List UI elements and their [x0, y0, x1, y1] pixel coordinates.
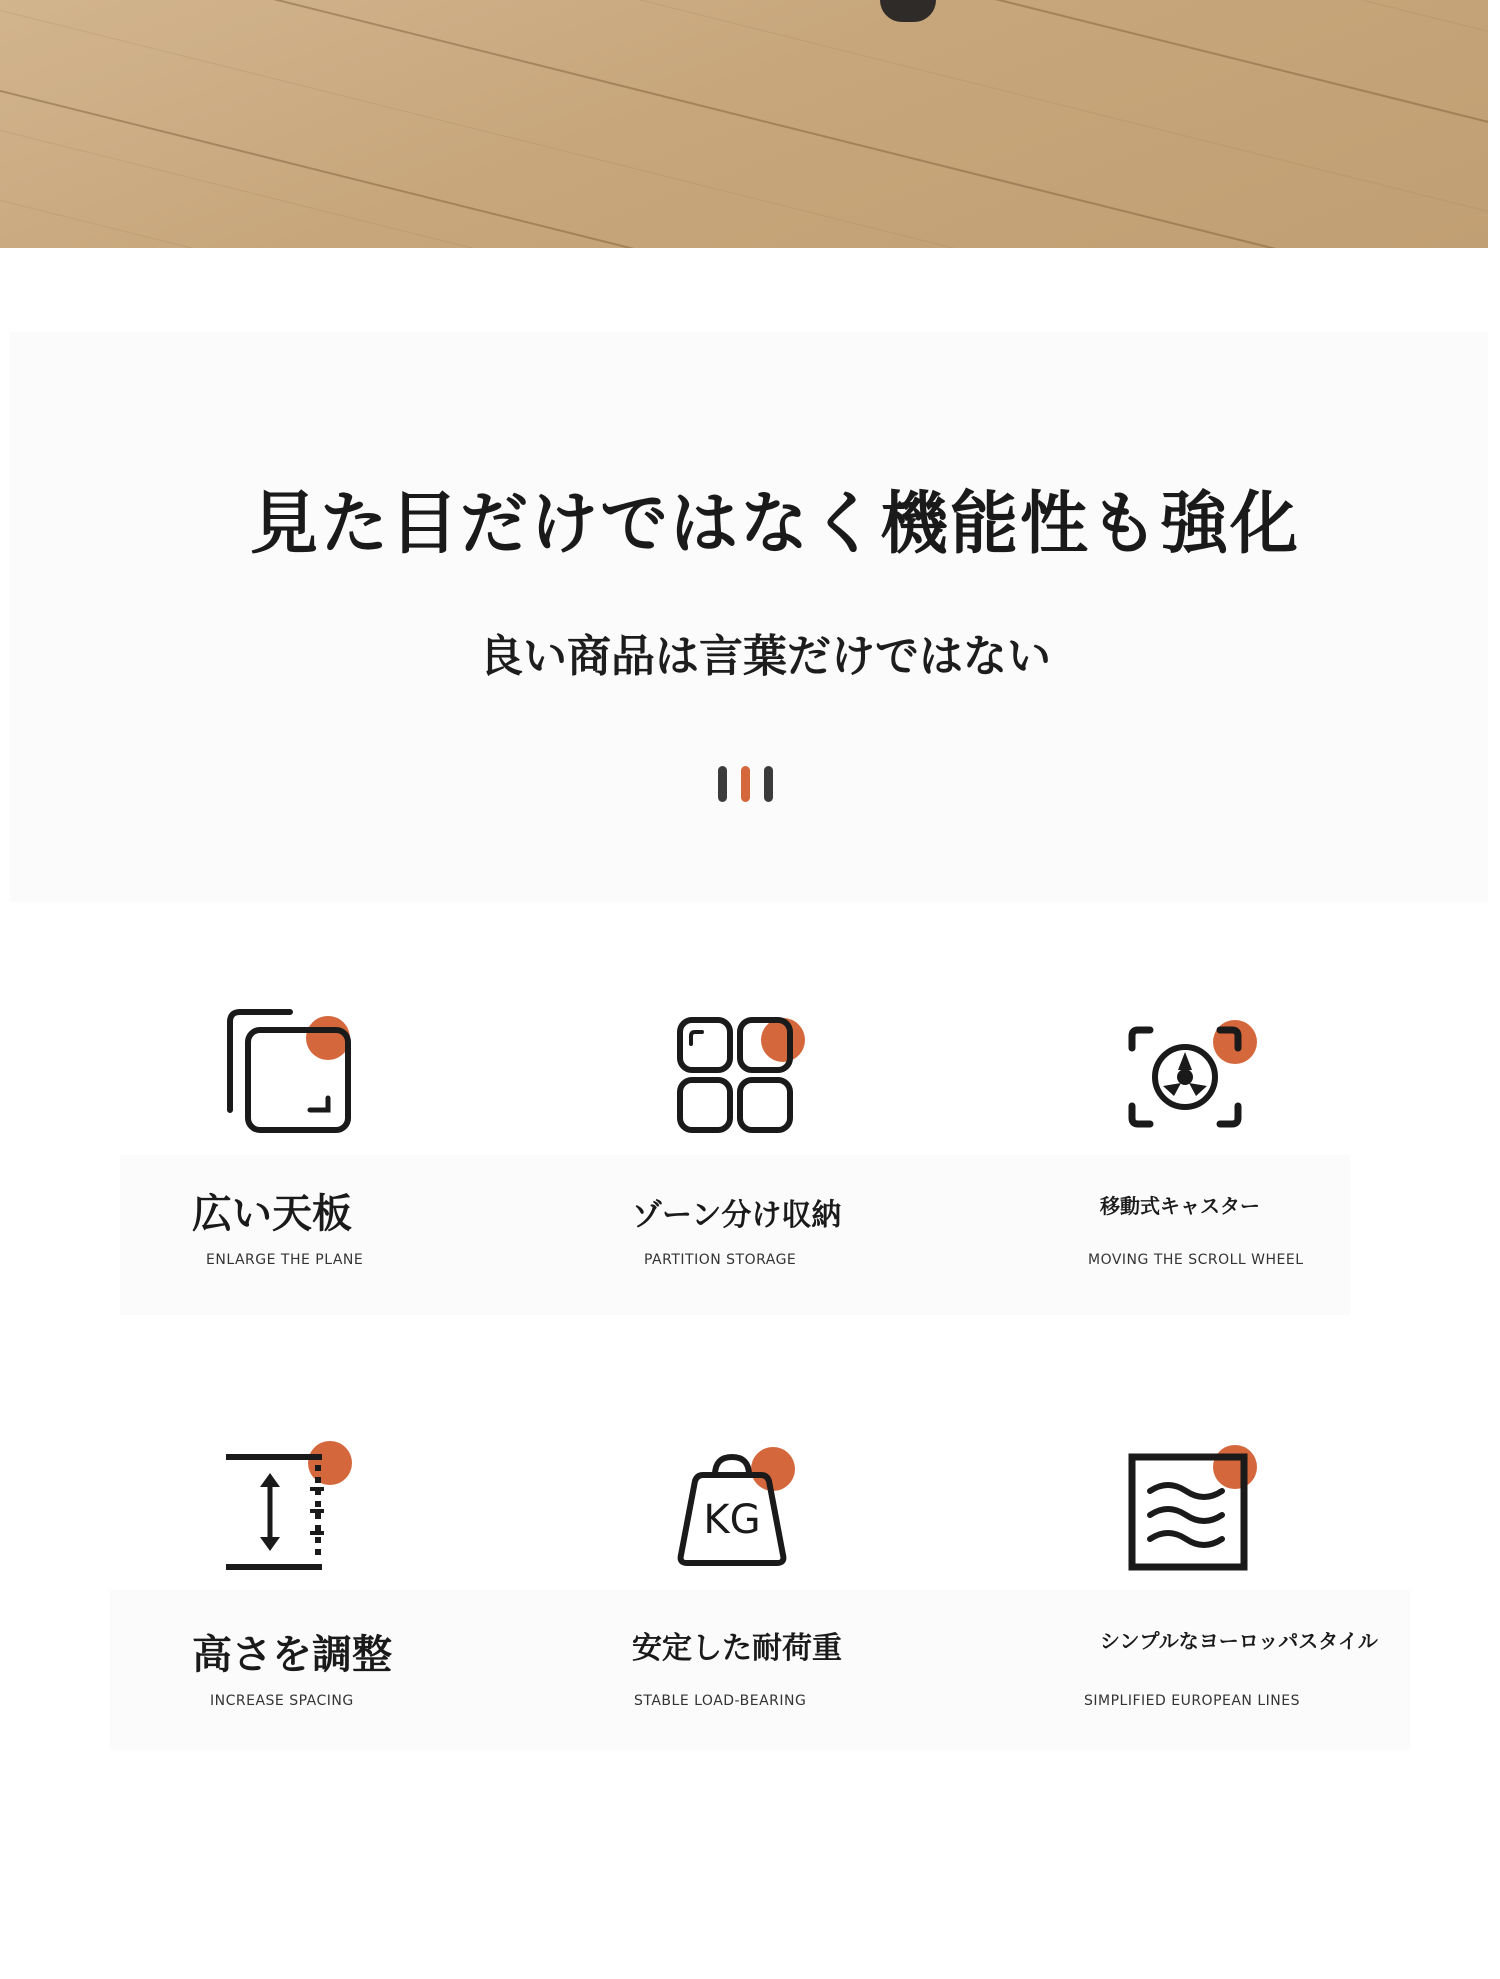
caster-wheel-icon	[1110, 1000, 1260, 1150]
feature-subtitle: ENLARGE THE PLANE	[206, 1252, 364, 1268]
feature-title: シンプルなヨーロッパスタイル	[1100, 1629, 1378, 1653]
feature-title: 広い天板	[192, 1191, 352, 1237]
page-subtitle: 良い商品は言葉だけではない	[479, 631, 1051, 682]
feature-subtitle: PARTITION STORAGE	[644, 1252, 797, 1268]
kg-text: KG	[703, 1497, 761, 1543]
feature-title: 移動式キャスター	[1100, 1194, 1260, 1218]
kg-weight-icon	[655, 1435, 805, 1585]
grid-four-icon	[655, 1000, 805, 1150]
feature-subtitle: MOVING THE SCROLL WHEEL	[1088, 1252, 1304, 1268]
feature-title: 高さを調整	[192, 1632, 392, 1678]
hero-wood-floor-image	[0, 0, 1488, 248]
divider-mark	[718, 766, 774, 802]
intro-panel	[10, 332, 1488, 902]
wave-lines-icon	[1110, 1435, 1260, 1585]
feature-subtitle: STABLE LOAD-BEARING	[634, 1693, 807, 1709]
height-adjust-icon	[210, 1435, 360, 1585]
feature-subtitle: SIMPLIFIED EUROPEAN LINES	[1084, 1693, 1300, 1709]
caster-wheel-photo	[880, 0, 936, 22]
feature-subtitle: INCREASE SPACING	[210, 1693, 354, 1709]
page-title: 見た目だけではなく機能性も強化	[249, 485, 1300, 564]
feature-title: 安定した耐荷重	[632, 1631, 842, 1666]
square-expand-icon	[210, 1000, 360, 1150]
feature-title: ゾーン分け収納	[632, 1198, 842, 1233]
